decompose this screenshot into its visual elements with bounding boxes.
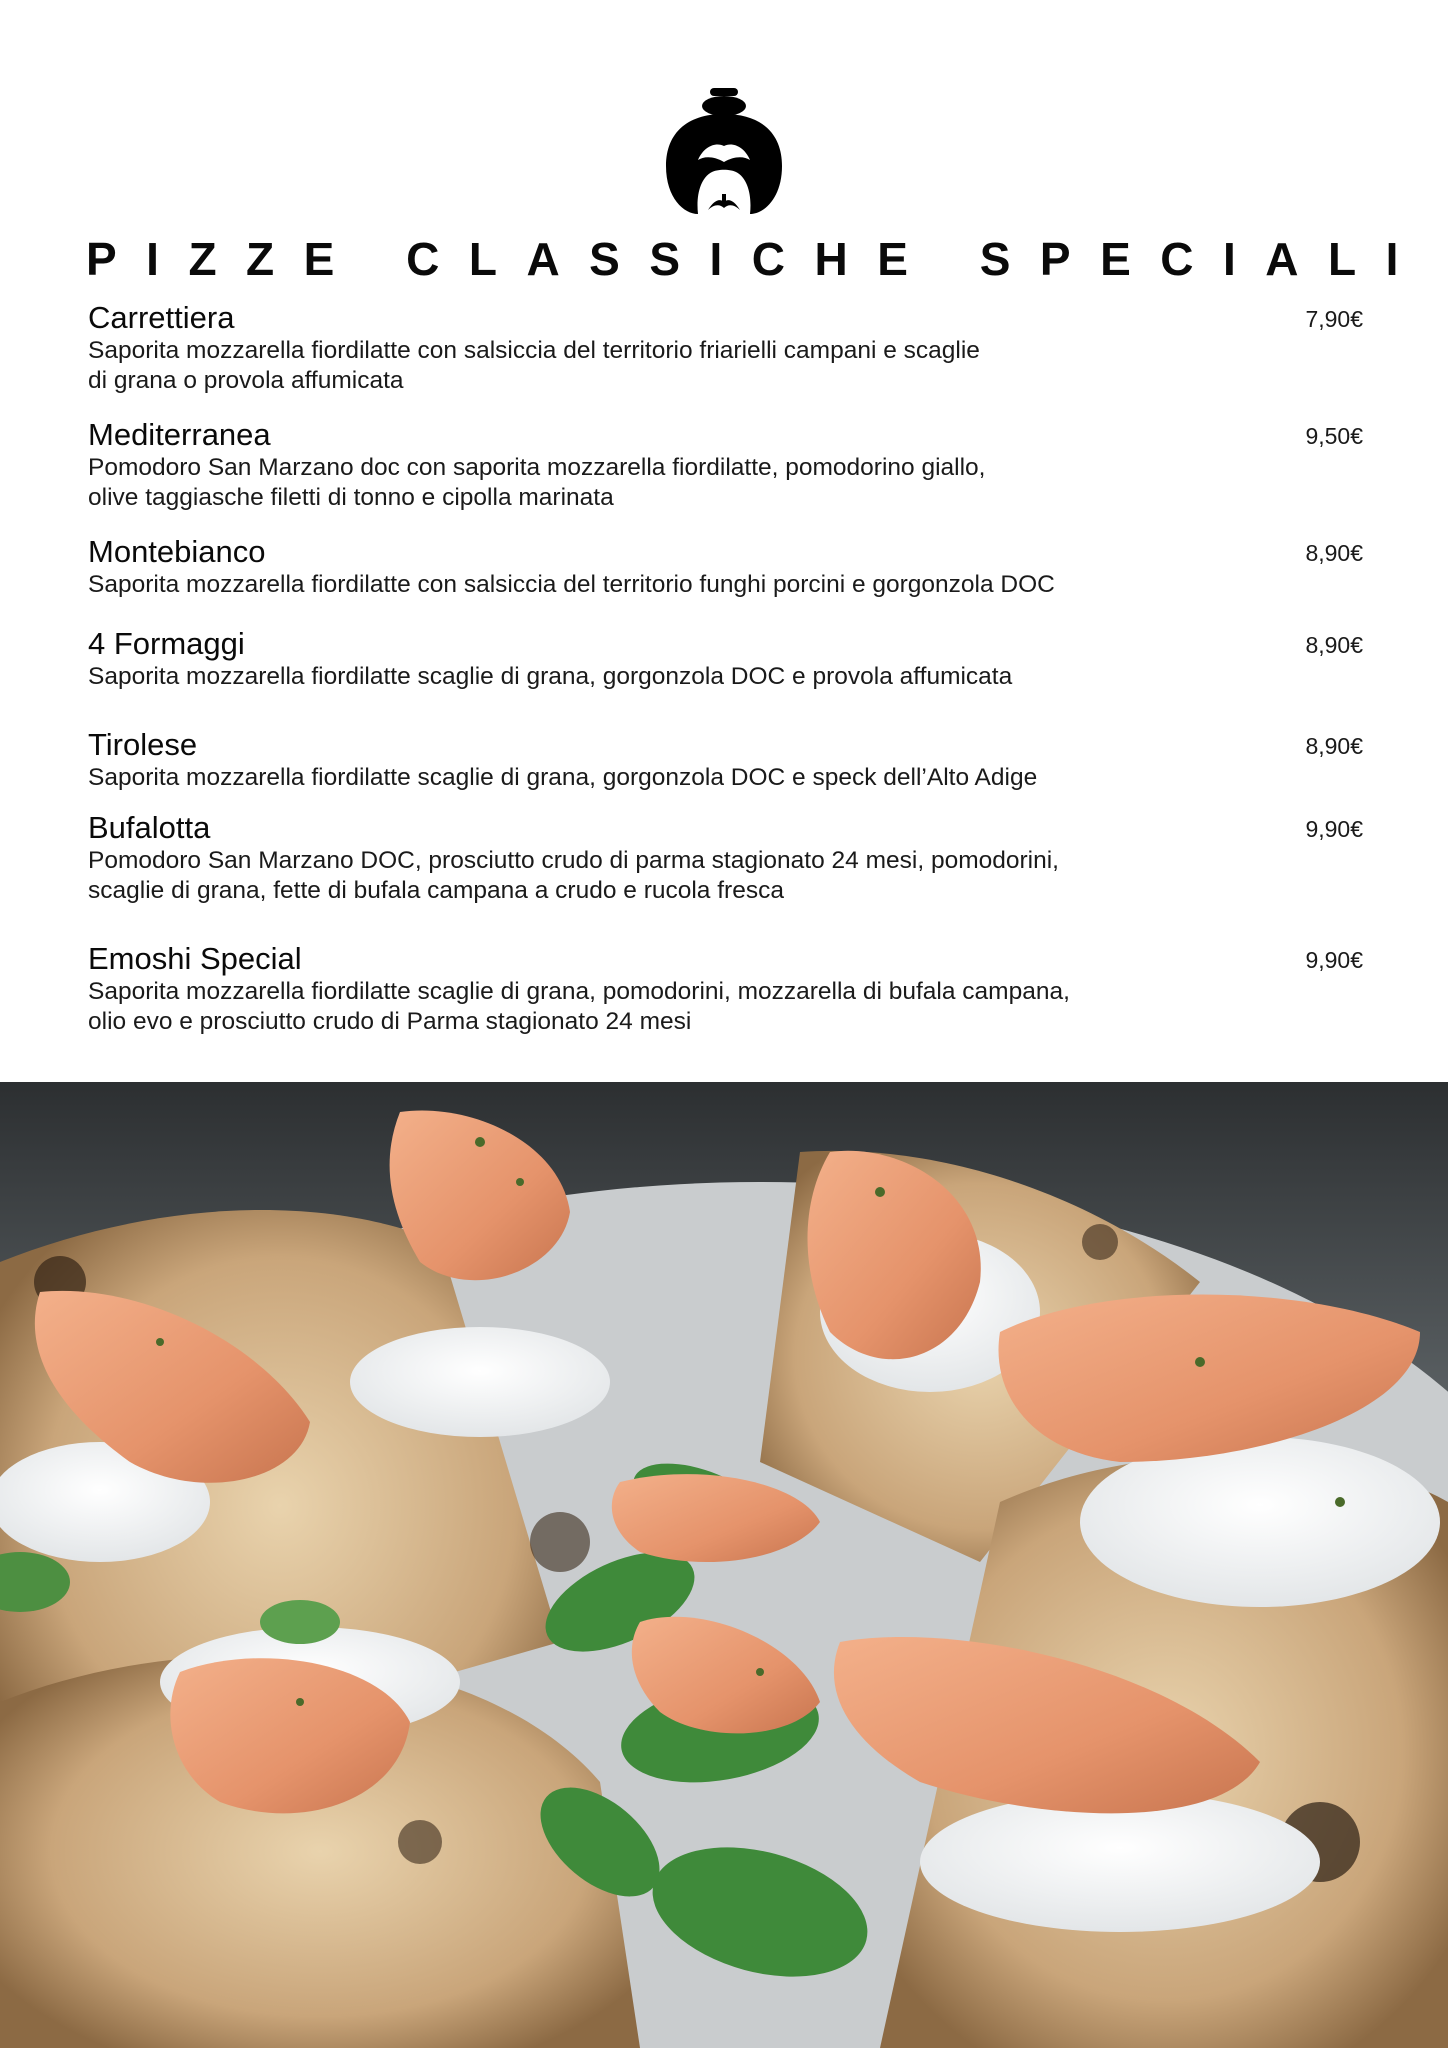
item-name: Bufalotta (88, 810, 211, 845)
item-name: Montebianco (88, 534, 266, 569)
item-description-line: di grana o provola affumicata (88, 367, 404, 394)
item-description (88, 763, 1218, 793)
item-description (88, 662, 1218, 692)
item-price: 7,90€ (1305, 306, 1363, 332)
item-description-line: Pomodoro San Marzano DOC, prosciutto crudo di parma stagionato 24 mesi, pomodorini, (88, 847, 1059, 874)
item-price: 8,90€ (1305, 632, 1363, 658)
item-name: 4 Formaggi (88, 626, 245, 661)
item-description-line: Saporita mozzarella fiordilatte scaglie di grana, gorgonzola DOC e speck dell’Alto Adige (88, 764, 1038, 791)
item-price: 8,90€ (1305, 733, 1363, 759)
item-description (88, 453, 1218, 513)
samurai-head-logo (664, 86, 784, 216)
menu-item (88, 727, 1363, 793)
item-description-line: Pomodoro San Marzano doc con saporita mozzarella fiordilatte, pomodorino giallo, (88, 454, 986, 481)
menu-item (88, 941, 1363, 1037)
item-description-line: scaglie di grana, fette di bufala campana a crudo e rucola fresca (88, 877, 784, 904)
pizza-photo (0, 1082, 1448, 2048)
item-description-line: olive taggiasche filetti di tonno e cipolla marinata (88, 484, 614, 511)
item-name: Mediterranea (88, 417, 271, 452)
item-description (88, 336, 1218, 396)
item-description-line: Saporita mozzarella fiordilatte con salsiccia del territorio funghi porcini e gorgonzola DOC (88, 571, 1055, 598)
item-name: Emoshi Special (88, 941, 302, 976)
item-name: Carrettiera (88, 300, 235, 335)
item-price: 9,90€ (1305, 816, 1363, 842)
item-description-line: Saporita mozzarella fiordilatte con salsiccia del territorio friarielli campani e scaglie (88, 337, 980, 364)
item-description-line: olio evo e prosciutto crudo di Parma stagionato 24 mesi (88, 1008, 692, 1035)
menu-item (88, 810, 1363, 906)
item-price: 8,90€ (1305, 540, 1363, 566)
item-description-line: Saporita mozzarella fiordilatte scaglie di grana, gorgonzola DOC e provola affumicata (88, 663, 1013, 690)
menu-item (88, 626, 1363, 692)
item-price: 9,50€ (1305, 423, 1363, 449)
menu-item (88, 417, 1363, 513)
item-description (88, 977, 1218, 1037)
item-description (88, 846, 1218, 906)
item-description-line: Saporita mozzarella fiordilatte scaglie di grana, pomodorini, mozzarella di bufala campana, (88, 978, 1070, 1005)
item-description (88, 570, 1218, 600)
menu-item (88, 534, 1363, 600)
item-price: 9,90€ (1305, 947, 1363, 973)
menu-item (88, 300, 1363, 396)
item-name: Tirolese (88, 727, 198, 762)
menu-title: PIZZE CLASSICHE SPECIALI (86, 233, 1428, 285)
